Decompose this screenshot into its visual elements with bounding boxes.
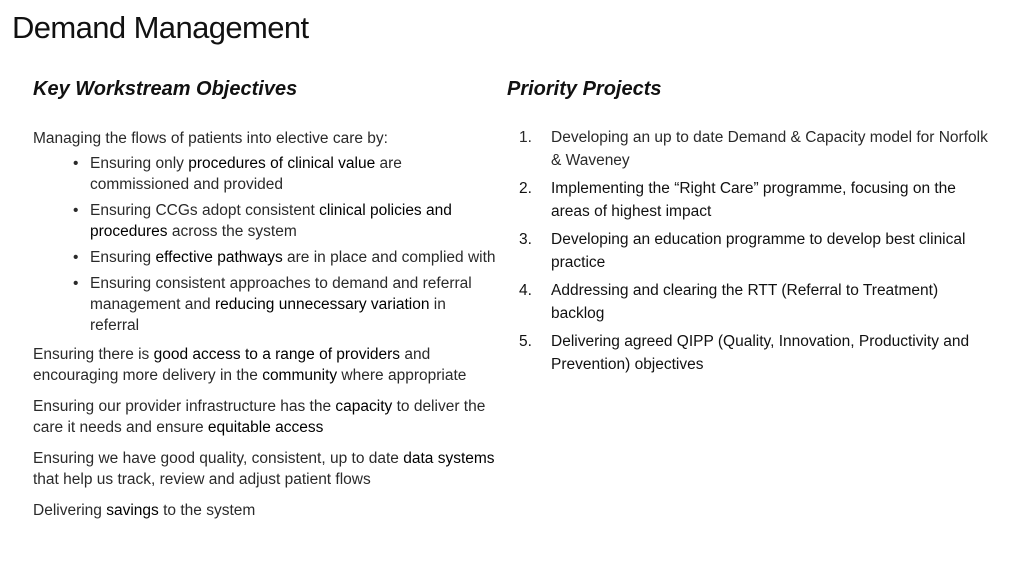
item-text: Developing an education programme to develop best clinical practice	[551, 231, 966, 271]
item-number: 3.	[519, 231, 532, 248]
priority-projects-heading: Priority Projects	[507, 78, 662, 100]
bullet-highlight: reducing unnecessary variation	[214, 296, 430, 313]
bullet-dot-icon: •	[73, 202, 79, 219]
item-number: 5.	[519, 333, 532, 350]
item-text: Developing an up to date Demand & Capacity model for Norfolk & Waveney	[551, 129, 988, 169]
objective-paragraph: Ensuring our provider infrastructure has the capacity to deliver the care it needs and ensure equitable access	[33, 398, 486, 436]
objective-bullet	[33, 153, 498, 195]
priority-project-item	[519, 177, 989, 223]
priority-project-item	[519, 330, 989, 376]
bullet-dot-icon: •	[73, 155, 79, 172]
priority-projects-column	[519, 126, 989, 381]
bullet-dot-icon: •	[73, 275, 79, 292]
objectives-bullet-list	[33, 153, 498, 336]
priority-project-item	[519, 279, 989, 325]
objective-paragraph: Ensuring we have good quality, consistent, up to date data systems that help us track, review and adjust patient flows	[33, 450, 495, 488]
bullet-text: Ensuring	[90, 249, 156, 266]
bullet-highlight: procedures of clinical value	[188, 155, 376, 172]
bullet-highlight: effective pathways	[155, 249, 283, 266]
bullet-text: in referral	[90, 296, 446, 334]
item-number: 1.	[519, 129, 532, 146]
bullet-text: are commissioned and provided	[90, 155, 402, 193]
objectives-column	[33, 128, 498, 531]
item-text: Delivering agreed QIPP (Quality, Innovation, Productivity and Prevention) objectives	[551, 333, 970, 373]
objective-bullet	[33, 200, 498, 242]
bullet-text: Ensuring only	[90, 155, 189, 172]
priority-projects-list	[519, 126, 989, 376]
objectives-intro: Managing the flows of patients into elective care by:	[33, 130, 388, 147]
bullet-text: are in place and complied with	[282, 249, 496, 266]
bullet-text: Ensuring consistent approaches to demand and referral management and	[90, 275, 472, 313]
bullet-text: across the system	[167, 223, 297, 240]
objective-bullet	[33, 273, 498, 336]
objective-paragraph: Ensuring there is good access to a range of providers and encouraging more delivery in the community where appropriate	[33, 346, 467, 384]
bullet-text: Ensuring CCGs adopt consistent	[90, 202, 320, 219]
item-number: 4.	[519, 282, 532, 299]
item-text: Implementing the “Right Care” programme, focusing on the areas of highest impact	[551, 180, 956, 220]
page-title: Demand Management	[12, 10, 309, 45]
objective-bullet	[33, 247, 498, 268]
key-workstream-objectives-heading: Key Workstream Objectives	[33, 78, 298, 100]
item-text: Addressing and clearing the RTT (Referral to Treatment) backlog	[551, 282, 939, 322]
item-number: 2.	[519, 180, 532, 197]
bullet-dot-icon: •	[73, 249, 79, 266]
bullet-highlight: clinical policies and procedures	[90, 202, 452, 240]
priority-project-item	[519, 228, 989, 274]
priority-project-item	[519, 126, 989, 172]
objective-paragraph: Delivering savings to the system	[33, 502, 256, 519]
